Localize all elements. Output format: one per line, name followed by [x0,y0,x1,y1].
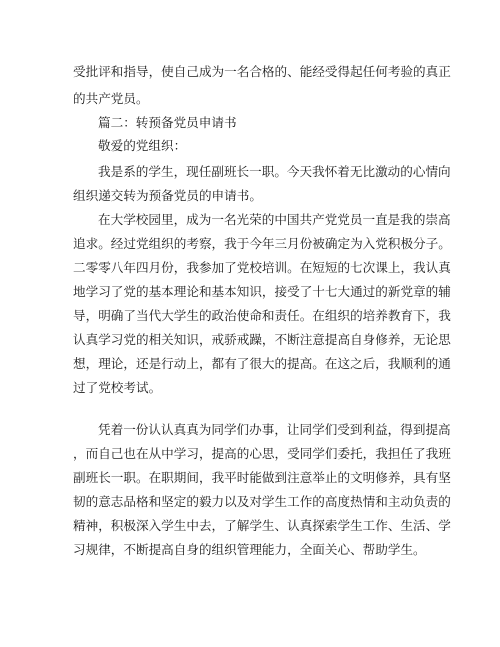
text-line-8: 追求。经过党组织的考察，我于今年三月份被确定为入党积极分子。 [73,236,451,251]
text-line-19: 精神，积极深入学生中去，了解学生、认真探索学生工作、生活、学 [73,518,451,533]
text-line-17: 副班长一职。在职期间，我平时能做到注意举止的文明修养，具有坚 [73,470,451,485]
text-line-10: 地学习了党的基本理论和基本知识，接受了十七大通过的新党章的辅 [73,284,451,299]
text-line-11: 导，明确了当代大学生的政治使命和责任。在组织的培养教育下，我 [73,308,451,323]
text-line-1: 受批评和指导，使自己成为一名合格的、能经受得起任何考验的真正 [73,64,451,79]
text-line-12: 认真学习党的相关知识，戒骄戒躁，不断注意提高自身修养，无论思 [73,332,451,347]
text-line-2: 的共产党员。 [73,91,149,106]
section-heading: 篇二：转预备党员申请书 [98,115,237,130]
text-line-9: 二零零八年四月份，我参加了党校培训。在短短的七次课上，我认真 [73,260,451,275]
text-line-5: 我是系的学生，现任副班长一职。今天我怀着无比激动的心情向 [98,164,451,179]
text-line-14: 过了党校考试。 [73,380,162,395]
text-line-20: 习规律，不断提高自身的组织管理能力，全面关心、帮助学生。 [73,542,426,557]
text-line-13: 想，理论，还是行动上，都有了很大的提高。在这之后，我顺利的通 [73,356,451,371]
text-line-16: ，而自己也在从中学习，提高的心思，受同学们委托，我担任了我班 [73,446,451,461]
text-line-6: 组织递交转为预备党员的申请书。 [73,188,262,203]
salutation: 敬爱的党组织： [98,138,187,153]
text-line-15: 凭着一份认认真真为同学们办事，让同学们受到利益，得到提高 [98,422,451,437]
text-line-18: 韧的意志品格和坚定的毅力以及对学生工作的高度热情和主动负责的 [73,494,451,509]
text-line-7: 在大学校园里，成为一名光荣的中国共产党党员一直是我的崇高 [98,212,451,227]
